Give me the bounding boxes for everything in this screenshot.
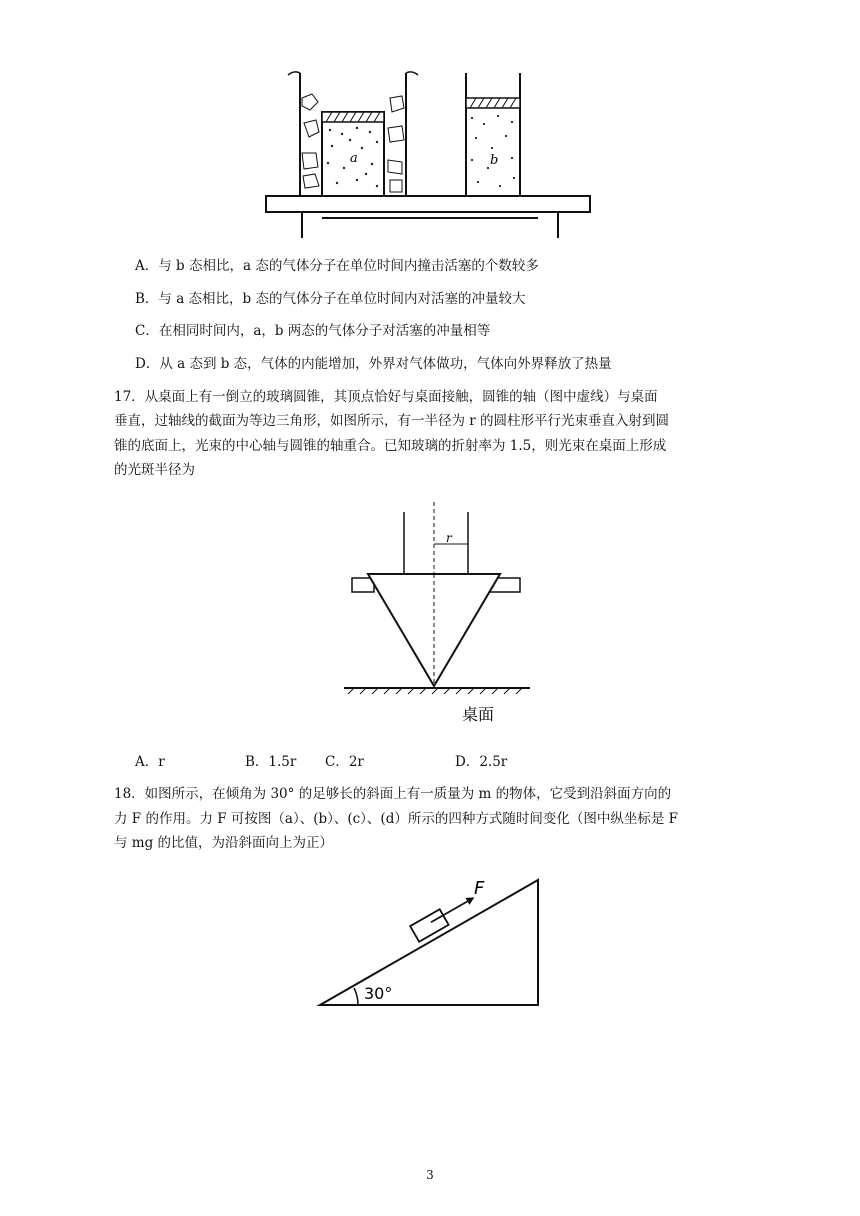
q16-option-a: A．与 b 态相比，a 态的气体分子在单位时间内撞击活塞的个数较多 bbox=[135, 258, 539, 274]
radius-label: r bbox=[446, 531, 452, 545]
q18-line-2: 力 F 的作用。力 F 可按图（a）、(b）、(c）、(d）所示的四种方式随时间变化（图中纵坐标是 F bbox=[114, 811, 678, 827]
q17-option-d: D．2.5r bbox=[455, 754, 508, 770]
q17-line-2: 垂直，过轴线的截面为等边三角形，如图所示，有一半径为 r 的圆柱形平行光束垂直入射到圆 bbox=[114, 413, 670, 429]
q17-option-b: B．1.5r bbox=[245, 754, 297, 770]
q17-option-a: A．r bbox=[135, 754, 165, 770]
cylinder-a-label: a bbox=[350, 151, 358, 166]
cylinder-b-label: b bbox=[490, 153, 499, 168]
inverted-cone-figure bbox=[338, 498, 538, 728]
q17-line-4: 的光斑半径为 bbox=[114, 462, 195, 478]
page-number: 3 bbox=[426, 1168, 434, 1182]
force-label: F bbox=[474, 878, 485, 899]
q16-option-b: B．与 a 态相比，b 态的气体分子在单位时间内对活塞的冲量较大 bbox=[135, 291, 526, 307]
q17-line-3: 锥的底面上，光束的中心轴与圆锥的轴重合。已知玻璃的折射率为 1.5，则光束在桌面上形成 bbox=[114, 438, 667, 454]
q17-line-1: 17．从桌面上有一倒立的玻璃圆锥，其顶点恰好与桌面接触，圆锥的轴（图中虚线）与桌面 bbox=[114, 389, 658, 405]
q18-line-1: 18．如图所示，在倾角为 30° 的足够长的斜面上有一质量为 m 的物体，它受到沿斜面方向的 bbox=[114, 786, 672, 802]
table-label: 桌面 bbox=[462, 705, 495, 724]
q16-option-c: C．在相同时间内，a，b 两态的气体分子对活塞的冲量相等 bbox=[135, 323, 491, 339]
gas-cylinders-figure bbox=[262, 68, 594, 240]
q16-option-d: D．从 a 态到 b 态，气体的内能增加，外界对气体做功，气体向外界释放了热量 bbox=[135, 356, 612, 372]
q17-option-c: C．2r bbox=[325, 754, 364, 770]
incline-figure bbox=[314, 872, 544, 1012]
q18-line-3: 与 mg 的比值，为沿斜面向上为正） bbox=[114, 835, 334, 851]
angle-label: 30° bbox=[364, 984, 393, 1003]
